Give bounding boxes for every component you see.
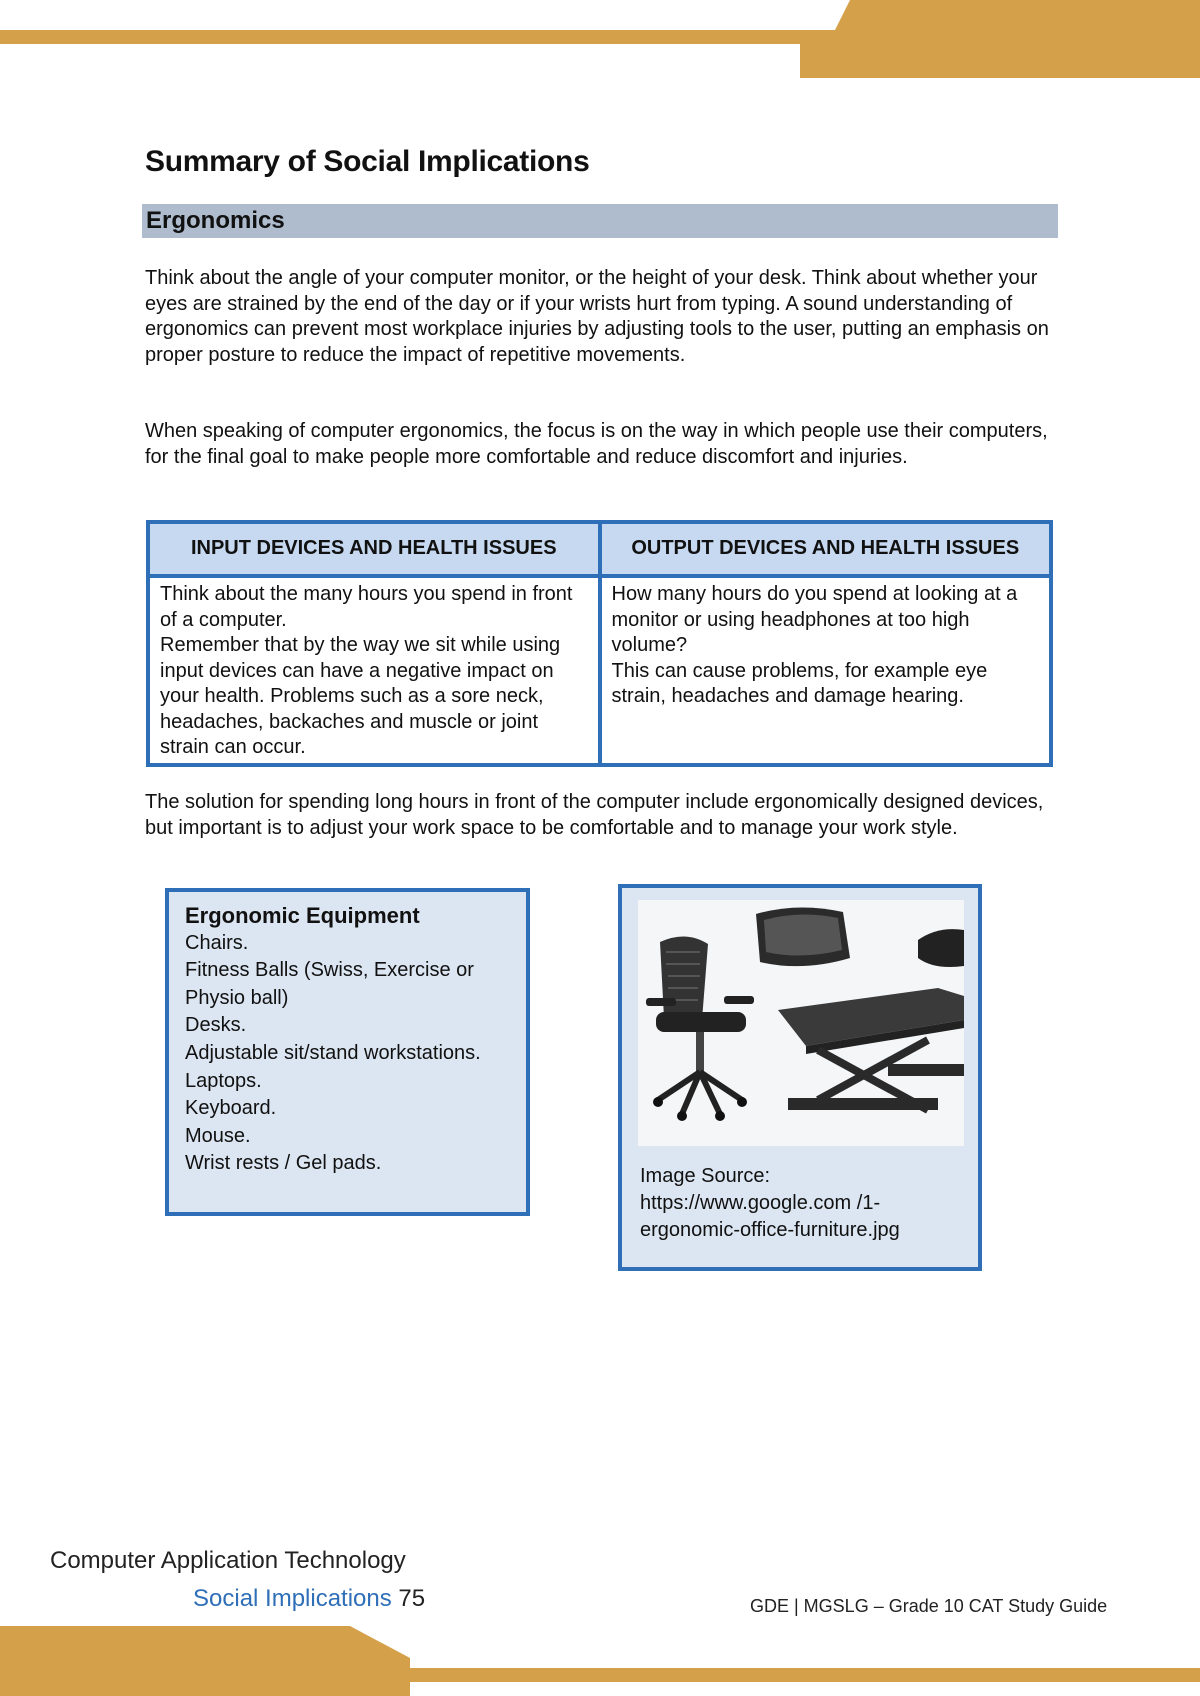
input-devices-header: INPUT DEVICES AND HEALTH ISSUES bbox=[148, 522, 600, 576]
image-source-url: https://www.google.com /1- bbox=[640, 1192, 881, 1214]
header-decoration bbox=[0, 0, 1200, 90]
input-devices-cell bbox=[148, 576, 600, 765]
list-item: Mouse. bbox=[185, 1124, 251, 1147]
list-item: Laptops. bbox=[185, 1069, 262, 1092]
table-header-row bbox=[148, 522, 1051, 576]
page-number: 75 bbox=[398, 1585, 426, 1612]
intro-paragraph: Think about the angle of your computer monitor, or the height of your desk. Think about whether your eyes are strained by the end of the day or if your wrists hurt from typing. A sound understanding of ergonomics can prevent most workplace injuries by adjusting tools to the user, putting an emphasis on proper posture to reduce the impact of repetitive movements. bbox=[145, 267, 1049, 366]
solution-paragraph: The solution for spending long hours in front of the computer include ergonomically designed devices, but important is to adjust your work space to be comfortable and to manage your work style. bbox=[145, 791, 1044, 839]
footer-tab bbox=[0, 1626, 410, 1696]
page-title: Summary of Social Implications bbox=[145, 145, 590, 178]
ergonomic-furniture-image bbox=[638, 900, 964, 1146]
footer-guide-title: GDE | MGSLG – Grade 10 CAT Study Guide bbox=[750, 1596, 1108, 1616]
health-issues-table bbox=[146, 520, 1053, 767]
input-text-line: Remember that by the way we sit while using input devices can have a negative impact on your health. Problems such as a sore neck, headaches, backaches and muscle or joint strain can occur. bbox=[160, 634, 561, 758]
output-devices-cell bbox=[600, 576, 1052, 765]
list-item: Chairs. bbox=[185, 931, 249, 954]
image-source-caption bbox=[640, 1163, 970, 1244]
footer-chapter bbox=[193, 1585, 425, 1613]
output-devices-header: OUTPUT DEVICES AND HEALTH ISSUES bbox=[600, 522, 1052, 576]
image-source-label: Image Source: bbox=[640, 1165, 771, 1187]
section-heading: Ergonomics bbox=[142, 204, 1058, 238]
keyboard-illustration bbox=[756, 907, 850, 966]
list-item: Keyboard. bbox=[185, 1097, 277, 1120]
output-text-line: This can cause problems, for example eye strain, headaches and damage hearing. bbox=[611, 659, 988, 707]
footer-subject: Computer Application Technology bbox=[50, 1547, 406, 1574]
equipment-heading: Ergonomic Equipment bbox=[185, 903, 420, 928]
list-item: Fitness Balls (Swiss, Exercise or Physio ball) bbox=[185, 959, 474, 1009]
footer-stripe bbox=[0, 1668, 1200, 1682]
list-item: Desks. bbox=[185, 1014, 247, 1037]
output-text-line: How many hours do you spend at looking at a monitor or using headphones at too high volume? bbox=[611, 583, 1018, 656]
ergonomic-equipment-box bbox=[165, 888, 530, 1216]
footer-chapter-name: Social Implications bbox=[193, 1585, 392, 1612]
header-tab bbox=[800, 0, 1200, 78]
table-row bbox=[148, 576, 1051, 765]
list-item: Adjustable sit/stand workstations. bbox=[185, 1041, 481, 1064]
input-text-line: Think about the many hours you spend in front of a computer. bbox=[160, 583, 573, 631]
image-box bbox=[618, 884, 982, 1271]
list-item: Wrist rests / Gel pads. bbox=[185, 1152, 382, 1175]
image-source-url: ergonomic-office-furniture.jpg bbox=[640, 1219, 900, 1241]
footer-decoration bbox=[0, 1620, 1200, 1696]
ergonomics-paragraph: When speaking of computer ergonomics, the focus is on the way in which people use their computers, for the final goal to make people more comfortable and reduce discomfort and injuries. bbox=[145, 420, 1048, 468]
